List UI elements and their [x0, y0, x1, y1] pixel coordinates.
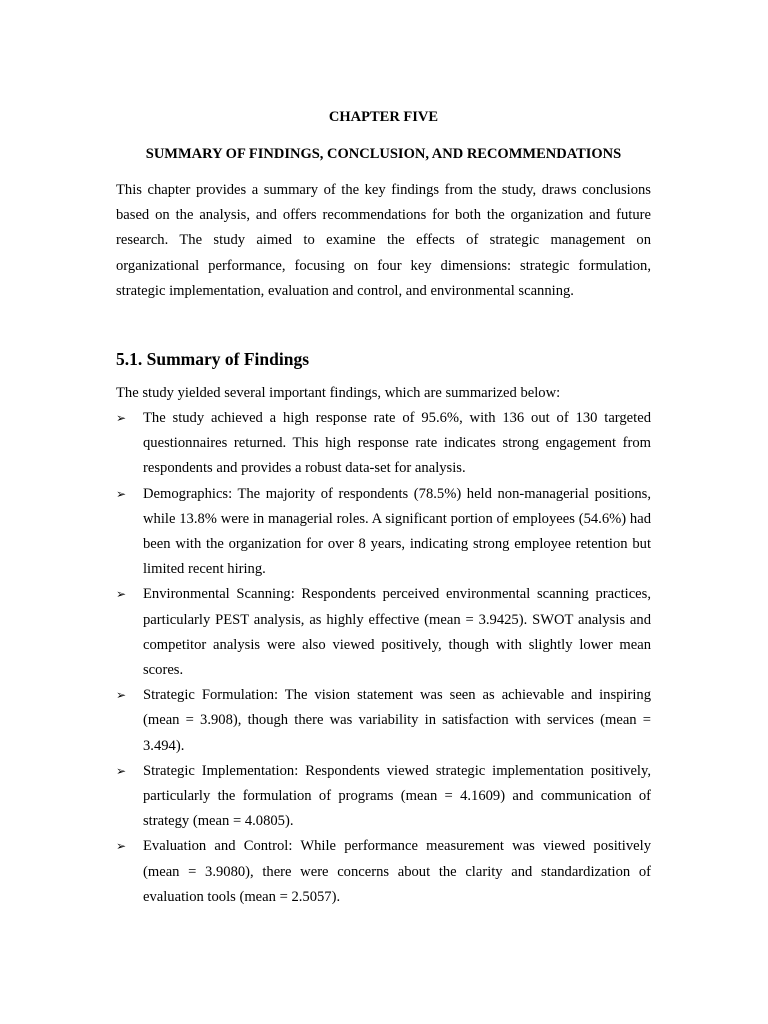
chapter-subtitle: SUMMARY OF FINDINGS, CONCLUSION, AND RECOMMENDATIONS	[145, 146, 622, 162]
finding-text: Strategic Implementation: Respondents viewed strategic implementation positively, particularly the formulation of programs (mean = 4.1609) and communication of strategy (mean = 4.0805).	[143, 762, 651, 830]
findings-list	[116, 406, 651, 910]
arrow-bullet-icon: ➢	[116, 486, 127, 501]
arrow-bullet-icon: ➢	[116, 411, 127, 425]
section-heading: 5.1. Summary of Findings	[116, 349, 310, 369]
section-lead: The study yielded several important findings, which are summarized below:	[116, 385, 561, 401]
finding-text: Evaluation and Control: While performance measurement was viewed positively (mean = 3.9080), there were concerns about the clarity and standardization of evaluation tools (mean = 2.5057).	[143, 838, 651, 905]
arrow-bullet-icon: ➢	[116, 763, 127, 778]
chapter-title: CHAPTER FIVE	[328, 109, 439, 125]
finding-item	[116, 834, 651, 910]
finding-text: The study achieved a high response rate of 95.6%, with 136 out of 130 targeted questionnaires returned. This high response rate indicates strong engagement from respondents and provides a robust data-set for analysis.	[143, 410, 651, 477]
finding-item	[116, 759, 651, 835]
finding-text: Environmental Scanning: Respondents perceived environmental scanning practices, particularly PEST analysis, as highly effective (mean = 3.9425). SWOT analysis and competitor analysis were also viewed positively, though with slightly lower mean scores.	[143, 586, 651, 679]
finding-item	[116, 582, 651, 683]
arrow-bullet-icon: ➢	[116, 688, 127, 703]
finding-item	[116, 683, 651, 759]
arrow-bullet-icon: ➢	[116, 839, 127, 854]
finding-item	[116, 406, 651, 482]
finding-item	[116, 482, 651, 583]
arrow-bullet-icon: ➢	[116, 587, 127, 602]
finding-text: Demographics: The majority of respondents (78.5%) held non-managerial positions, while 13.8% were in managerial roles. A significant portion of employees (54.6%) had been with the organization for over 8 years, indicating strong employee retention but limited recent hiring.	[143, 485, 651, 578]
intro-paragraph: This chapter provides a summary of the key findings from the study, draws conclusions based on the analysis, and offers recommendations for both the organization and future research. The study aimed to examine the effects of strategic management on organizational performance, focusing on four key dimensions: strategic formulation, strategic implementation, evaluation and control, and environmental scanning.	[116, 182, 651, 299]
finding-text: Strategic Formulation: The vision statement was seen as achievable and inspiring (mean = 3.908), though there was variability in satisfaction with services (mean = 3.494).	[143, 687, 651, 754]
